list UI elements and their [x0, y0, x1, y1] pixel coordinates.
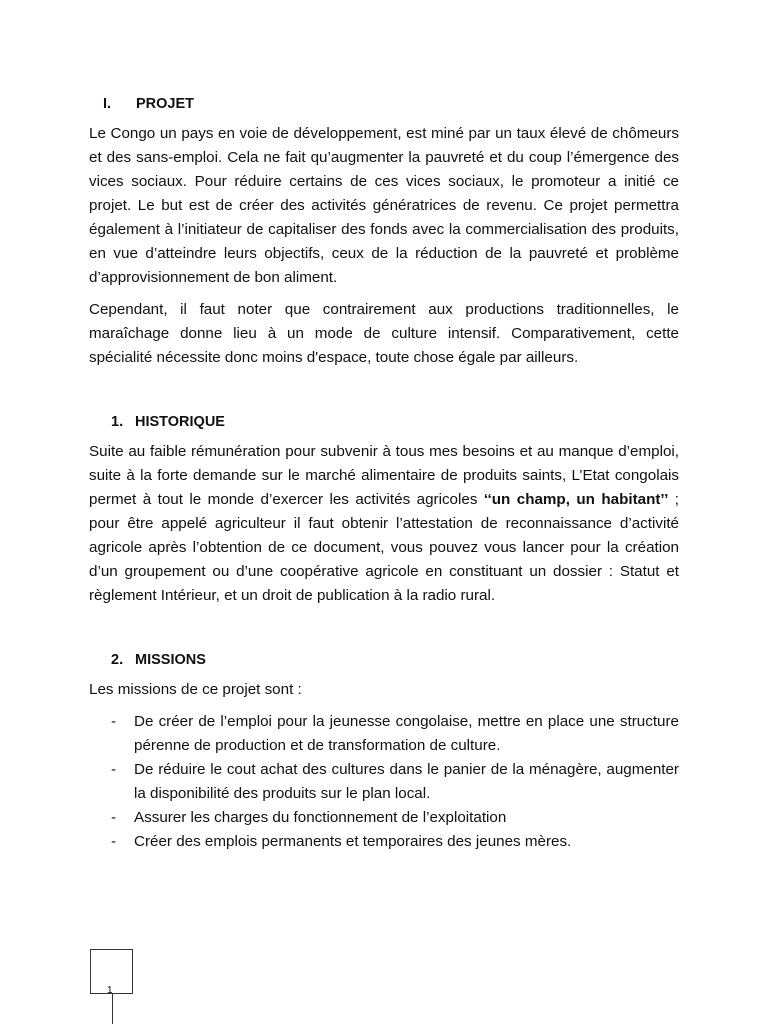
dash-bullet: - — [111, 833, 117, 850]
historique-text-end: ; pour être appelé agriculteur il faut obtenir l’attestation de reconnaissance d’activité agricole après l’obtention de ce document, vous pouvez vous lancer pour la création d’un groupement ou d’une coopérative agricole en constituant un dossier : Statut et règlement Intérieur, et un droit de publication à la radio rural. — [89, 491, 679, 604]
list-item-text: Assurer les charges du fonctionnement de l’exploitation — [134, 809, 507, 826]
paragraph-historique — [89, 440, 679, 608]
section-heading-historique — [111, 410, 679, 434]
section-title: PROJET — [136, 96, 195, 112]
list-item — [89, 806, 679, 830]
dash-bullet: - — [111, 809, 117, 826]
section-heading-projet — [103, 92, 679, 116]
page-number: 1 — [107, 985, 113, 996]
missions-list — [89, 710, 679, 854]
list-item — [89, 710, 679, 758]
section-number: 2. — [111, 652, 124, 668]
section-title: HISTORIQUE — [135, 414, 225, 430]
list-item-text: De réduire le cout achat des cultures dans le panier de la ménagère, augmenter la disponibilité des produits sur le plan local. — [134, 761, 679, 802]
list-item-text: Créer des emplois permanents et temporaires des jeunes mères. — [134, 833, 572, 850]
document-body — [89, 92, 679, 854]
section-number: 1. — [111, 414, 124, 430]
footer-divider-line — [112, 994, 113, 1024]
list-item-text: De créer de l’emploi pour la jeunesse congolaise, mettre en place une structure pérenne de production et de transformation de culture. — [134, 713, 679, 754]
dash-bullet: - — [111, 713, 117, 730]
section-title: MISSIONS — [135, 652, 206, 668]
section-number: I. — [103, 96, 112, 112]
list-item — [89, 758, 679, 806]
missions-intro: Les missions de ce projet sont : — [89, 681, 302, 698]
historique-text-start: Suite au faible rémunération pour subvenir à tous mes besoins et au manque d’emploi, suite à la forte demande sur le marché alimentaire de produits saints, L’Etat congolais permet à tout le monde d’exercer les activités agricoles — [89, 443, 679, 508]
dash-bullet: - — [111, 761, 117, 778]
section-heading-missions — [111, 648, 679, 672]
list-item — [89, 830, 679, 854]
historique-slogan: ‘‘un champ, un habitant’’ — [483, 491, 669, 508]
paragraph-projet-intro: Le Congo un pays en voie de développement, est miné par un taux élevé de chômeurs et des sans-emploi. Cela ne fait qu’augmenter la pauvreté et du coup l’émergence des vices sociaux. Pour réduire certains de ces vices sociaux, le promoteur a initié ce projet. Le but est de créer des activités génératrices de revenu. Ce projet permettra également à l’initiateur de capitaliser des fonds avec la commercialisation des produits, en vue d’atteindre leurs objectifs, ceux de la réduction de la pauvreté et problème d’approvisionnement de bon aliment. — [89, 125, 679, 286]
paragraph-projet-maraichage: Cependant, il faut noter que contrairement aux productions traditionnelles, le maraîchage donne lieu à un mode de culture intensif. Comparativement, cette spécialité nécessite donc moins d'espace, toute chose égale par ailleurs. — [89, 301, 679, 366]
